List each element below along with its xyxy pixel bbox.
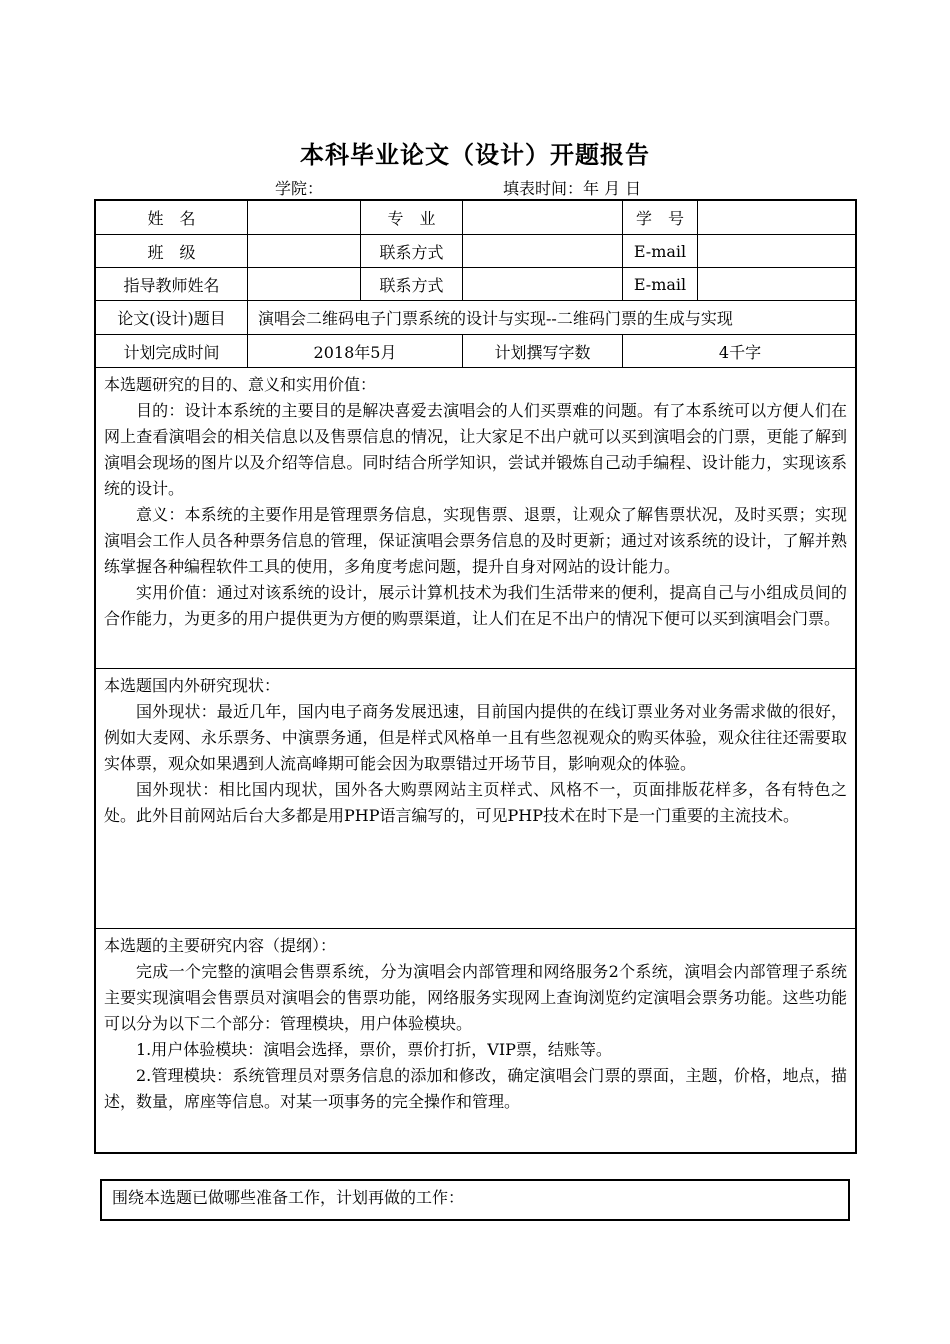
fill-date-label: 填表时间：年 月 日 (503, 179, 642, 198)
advisor-contact-field[interactable] (463, 268, 623, 301)
word-count-label: 计划撰写字数 (463, 335, 623, 368)
student-id-label: 学 号 (623, 201, 698, 235)
contact-field[interactable] (463, 235, 623, 268)
foreign-status-paragraph: 国外现状：相比国内现状，国外各大购票网站主页样式、风格不一，页面排版花样多，各有特色之处。此外目前网站后台大多都是用PHP语言编写的，可见PHP技术在时下是一门重要的主流技术。 (104, 780, 847, 825)
student-id-field[interactable] (698, 201, 857, 235)
class-label: 班 级 (96, 235, 248, 268)
topic-value: 演唱会二维码电子门票系统的设计与实现--二维码门票的生成与实现 (248, 301, 857, 335)
preparation-box (100, 1179, 850, 1221)
email-field[interactable] (698, 235, 857, 268)
email-label: E-mail (623, 235, 698, 268)
name-field[interactable] (248, 201, 361, 235)
advisor-email-field[interactable] (698, 268, 857, 301)
college-label: 学院： (275, 179, 324, 198)
purpose-section (96, 368, 855, 669)
user-module-item: 1.用户体验模块：演唱会选择，票价，票价打折，VIP票，结账等。 (136, 1040, 612, 1059)
domestic-status-paragraph: 国外现状：最近几年，国内电子商务发展迅速，目前国内提供的在线订票业务对业务需求做的很好，例如大麦网、永乐票务、中演票务通，但是样式风格单一且有些忽视观众的购买体验，观众往往还需要取实体票，观众如果遇到人流高峰期可能会因为取票错过开场节目，影响观众的体验。 (104, 702, 847, 773)
advisor-email-label: E-mail (623, 268, 698, 301)
contact-label: 联系方式 (361, 235, 463, 268)
name-label: 姓 名 (96, 201, 248, 235)
admin-module-item: 2.管理模块：系统管理员对票务信息的添加和修改，确定演唱会门票的票面，主题，价格，地点，描述，数量，席座等信息。对某一项事务的完全操作和管理。 (104, 1066, 847, 1111)
advisor-contact-label: 联系方式 (361, 268, 463, 301)
plan-time-value: 2018年5月 (248, 335, 463, 368)
significance-paragraph: 意义：本系统的主要作用是管理票务信息，实现售票、退票，让观众了解售票状况，及时买票；实现演唱会工作人员各种票务信息的管理，保证演唱会票务信息的及时更新；通过对该系统的设计，了解并熟练掌握各种编程软件工具的使用，多角度考虑问题，提升自身对网站的设计能力。 (104, 505, 847, 576)
preparation-heading: 围绕本选题已做哪些准备工作，计划再做的工作： (112, 1188, 465, 1207)
major-label: 专 业 (361, 201, 463, 235)
topic-label: 论文(设计)题目 (96, 301, 248, 335)
value-paragraph: 实用价值：通过对该系统的设计，展示计算机技术为我们生活带来的便利，提高自己与小组成员间的合作能力，为更多的用户提供更为方便的购票渠道，让人们在足不出户的情况下便可以买到演唱会门票。 (104, 583, 847, 628)
purpose-paragraph: 目的：设计本系统的主要目的是解决喜爱去演唱会的人们买票难的问题。有了本系统可以方便人们在网上查看演唱会的相关信息以及售票信息的情况，让大家足不出户就可以买到演唱会的门票，更能了解到演唱会现场的图片以及介绍等信息。同时结合所学知识，尝试并锻炼自己动手编程、设计能力，实现该系统的设计。 (104, 401, 847, 498)
proposal-form (94, 199, 857, 1154)
document-title: 本科毕业论文（设计）开题报告 (300, 140, 650, 169)
plan-time-label: 计划完成时间 (96, 335, 248, 368)
advisor-label: 指导教师姓名 (96, 268, 248, 301)
class-field[interactable] (248, 235, 361, 268)
major-field[interactable] (463, 201, 623, 235)
research-status-heading: 本选题国内外研究现状： (104, 676, 281, 695)
word-count-value: 4千字 (623, 335, 857, 368)
research-status-section (96, 669, 855, 929)
research-content-section (96, 929, 855, 1154)
content-paragraph: 完成一个完整的演唱会售票系统，分为演唱会内部管理和网络服务2个系统，演唱会内部管理子系统主要实现演唱会售票员对演唱会的售票功能，网络服务实现网上查询浏览约定演唱会票务功能。这些功能可以分为以下二个部分：管理模块，用户体验模块。 (104, 962, 847, 1033)
purpose-heading: 本选题研究的目的、意义和实用价值： (104, 375, 377, 394)
research-content-heading: 本选题的主要研究内容（提纲）： (104, 936, 337, 955)
advisor-field[interactable] (248, 268, 361, 301)
